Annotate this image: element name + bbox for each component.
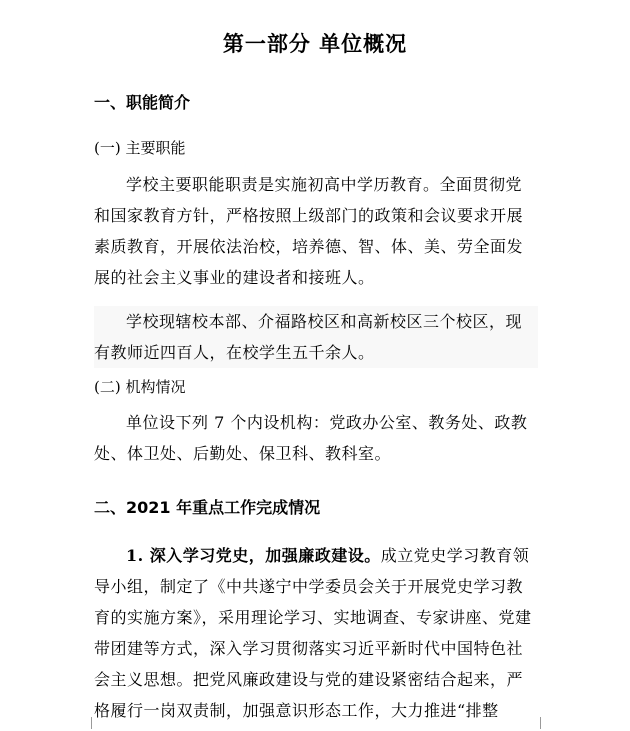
page-corner-mark-right: [540, 717, 553, 729]
section-heading-2021-work: 二、2021 年重点工作完成情况: [94, 498, 321, 517]
page-title: 第一部分 单位概况: [222, 32, 408, 56]
paragraph-campuses: 学校现辖校本部、介福路校区和高新校区三个校区，现有教师近四百人，在校学生五千余人。: [94, 306, 538, 368]
subsection-heading-main-functions: (一) 主要职能: [94, 139, 186, 157]
paragraph-body-text: 成立党史学习教育领导小组，制定了《中共遂宁中学委员会关于开展党史学习教育的实施方案》，采用理论学习、实地调查、专家讲座、党建带团建等方式，深入学习贯彻落实习近平新时代中国特色社会主义思想。把党风廉政建设与党的建设紧密结合起来，严格履行一岗双责制，加强意识形态工作，大力推进“排整: [94, 546, 532, 720]
paragraph-lead-text: 1. 深入学习党史，加强廉政建设。: [126, 546, 381, 565]
paragraph-organization: 单位设下列 7 个内设机构：党政办公室、教务处、政教处、体卫处、后勤处、保卫科、教科室。: [94, 413, 528, 463]
paragraph-party-history: [94, 540, 538, 726]
page-corner-mark-left: [79, 717, 92, 729]
subsection-heading-organization: (二) 机构情况: [94, 378, 186, 396]
paragraph-main-functions: 学校主要职能职责是实施初高中学历教育。全面贯彻党和国家教育方针，严格按照上级部门的政策和会议要求开展素质教育，开展依法治校，培养德、智、体、美、劳全面发展的社会主义事业的建设者和接班人。: [94, 175, 524, 287]
section-heading-functions: 一、职能简介: [94, 93, 191, 112]
